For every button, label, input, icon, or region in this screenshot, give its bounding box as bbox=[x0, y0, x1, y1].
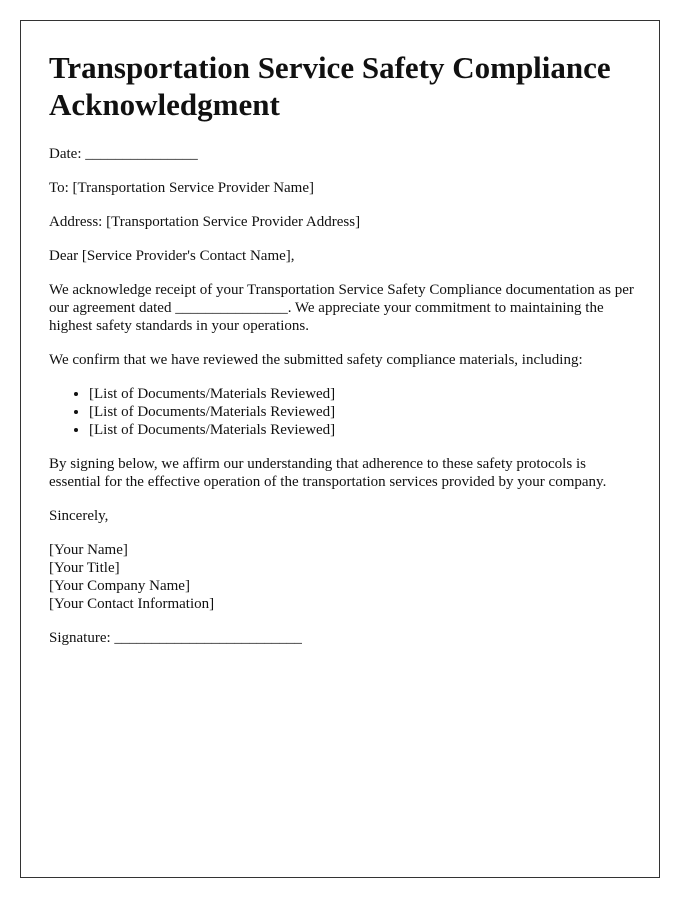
signer-name: [Your Name] bbox=[49, 542, 128, 558]
letter-title: Transportation Service Safety Compliance Acknowledgment bbox=[49, 50, 611, 122]
letter-content bbox=[49, 49, 639, 663]
documents-list bbox=[49, 385, 639, 439]
signer-contact: [Your Contact Information] bbox=[49, 596, 215, 612]
list-item: • [List of Documents/Materials Reviewed] bbox=[89, 385, 639, 403]
closing: Sincerely, bbox=[49, 508, 109, 524]
letter-page bbox=[20, 20, 660, 878]
salutation: Dear [Service Provider's Contact Name], bbox=[49, 248, 295, 264]
affirmation-paragraph: By signing below, we affirm our understanding that adherence to these safety protocols is essential for the effective operation of the transportation services provided by your company. bbox=[49, 456, 607, 490]
date-line: Date: _______________ bbox=[49, 146, 198, 162]
signature-line: Signature: _________________________ bbox=[49, 630, 302, 646]
list-item: • [List of Documents/Materials Reviewed] bbox=[89, 421, 639, 439]
address-line: Address: [Transportation Service Provider Address] bbox=[49, 214, 361, 230]
signer-title: [Your Title] bbox=[49, 560, 120, 576]
recipient-line: To: [Transportation Service Provider Name] bbox=[49, 180, 315, 196]
signer-block bbox=[49, 541, 639, 613]
acknowledgment-paragraph: We acknowledge receipt of your Transportation Service Safety Compliance documentation as per our agreement dated _______________. We appreciate your commitment to maintaining the highest safety standards in your operations. bbox=[49, 282, 634, 334]
signer-company: [Your Company Name] bbox=[49, 578, 190, 594]
list-item: • [List of Documents/Materials Reviewed] bbox=[89, 403, 639, 421]
review-paragraph: We confirm that we have reviewed the submitted safety compliance materials, including: bbox=[49, 352, 583, 368]
